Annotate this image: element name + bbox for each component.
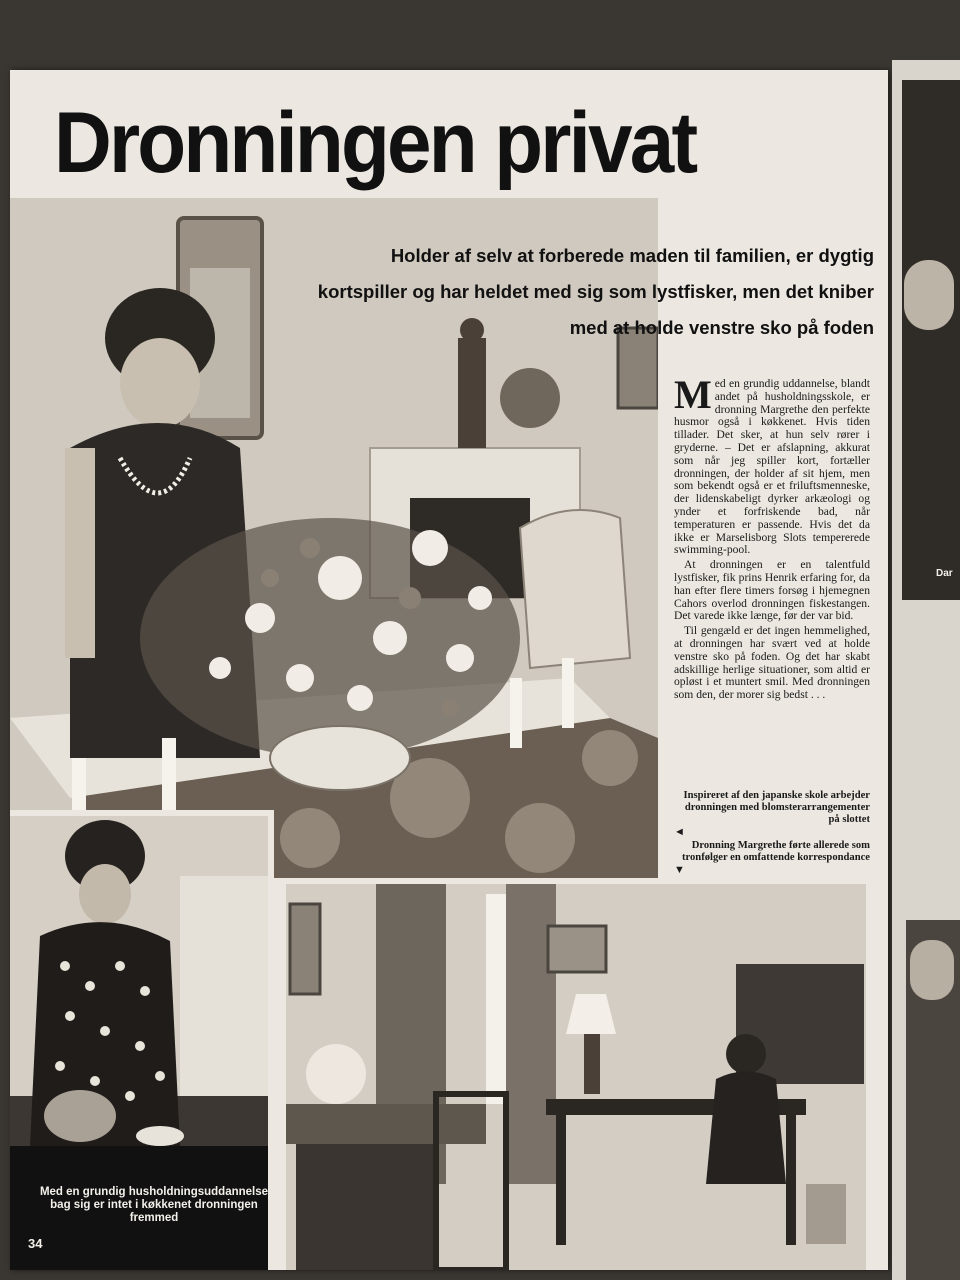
subhead: Holder af selv at forberede maden til familien, er dygtig kortspiller og har heldet med sig som lystfisker, men det kniber med at holde venstre sko på foden — [317, 245, 874, 338]
desk-photo — [286, 884, 866, 1270]
body-paragraph-2: At dronningen er en talentfuld lystfisker, fik prins Henrik erfaring for, da han efter flere timers forsøg i hjemegnen Cahors overlod dronningen fiskestangen. Det varede ikke længe, før der var bid. — [674, 558, 870, 623]
body-paragraph-1-text: ed en grundig uddannelse, blandt andet på husholdningsskole, er dronning Margrethe den perfekte husmor også i køkkenet. Hvis tiden tillader. Det sker, at hun selv rører i gryderne. – Det er afslapning, akkurat som når jeg spiller kort, fortæller dronningen, der holder af sit hjem, men som bekendt også er et friluftsmenneske, der lidenskabeligt dyrker arkæologi og ynder et forfriskende bad, når temperaturen er passende. Hvis det da ikke er Marselisborg Slots tempererede swimming-pool. — [674, 377, 870, 557]
headline: Dronningen privat — [54, 95, 696, 191]
arrow-down-icon: ▼ — [674, 864, 685, 876]
desk-illustration — [286, 884, 866, 1270]
magazine-page — [10, 70, 888, 1270]
body-paragraph-3: Til gengæld er det ingen hemmelighed, at dronningen har svært ved at holde venstre sko på foden. Og det har skabt adskillige herlige situationer, som altid er opløst i et muntert smil. Med dronningen som den, der morer sig bedst . . . — [674, 624, 870, 702]
arrow-left-icon: ◄ — [674, 826, 685, 838]
article-body — [674, 372, 870, 704]
page-number: 34 — [28, 1236, 43, 1251]
body-paragraph-1 — [674, 372, 870, 557]
caption-flowers — [674, 790, 870, 839]
caption-kitchen: Med en grundig husholdningsuddannelse bag sig er intet i køkkenet dronningen fremmed — [39, 1186, 269, 1224]
caption-flowers-text: Inspireret af den japanske skole arbejder dronningen med blomsterarrangementer på slottet — [683, 790, 870, 825]
caption-desk-text: Dronning Margrethe førte allerede som tronfølger en omfattende korrespondance — [681, 840, 870, 863]
adjacent-page-caption: Dar — [936, 568, 953, 579]
caption-desk — [674, 840, 870, 877]
drop-cap: M — [674, 372, 712, 417]
adjacent-page-edge — [892, 60, 960, 1280]
